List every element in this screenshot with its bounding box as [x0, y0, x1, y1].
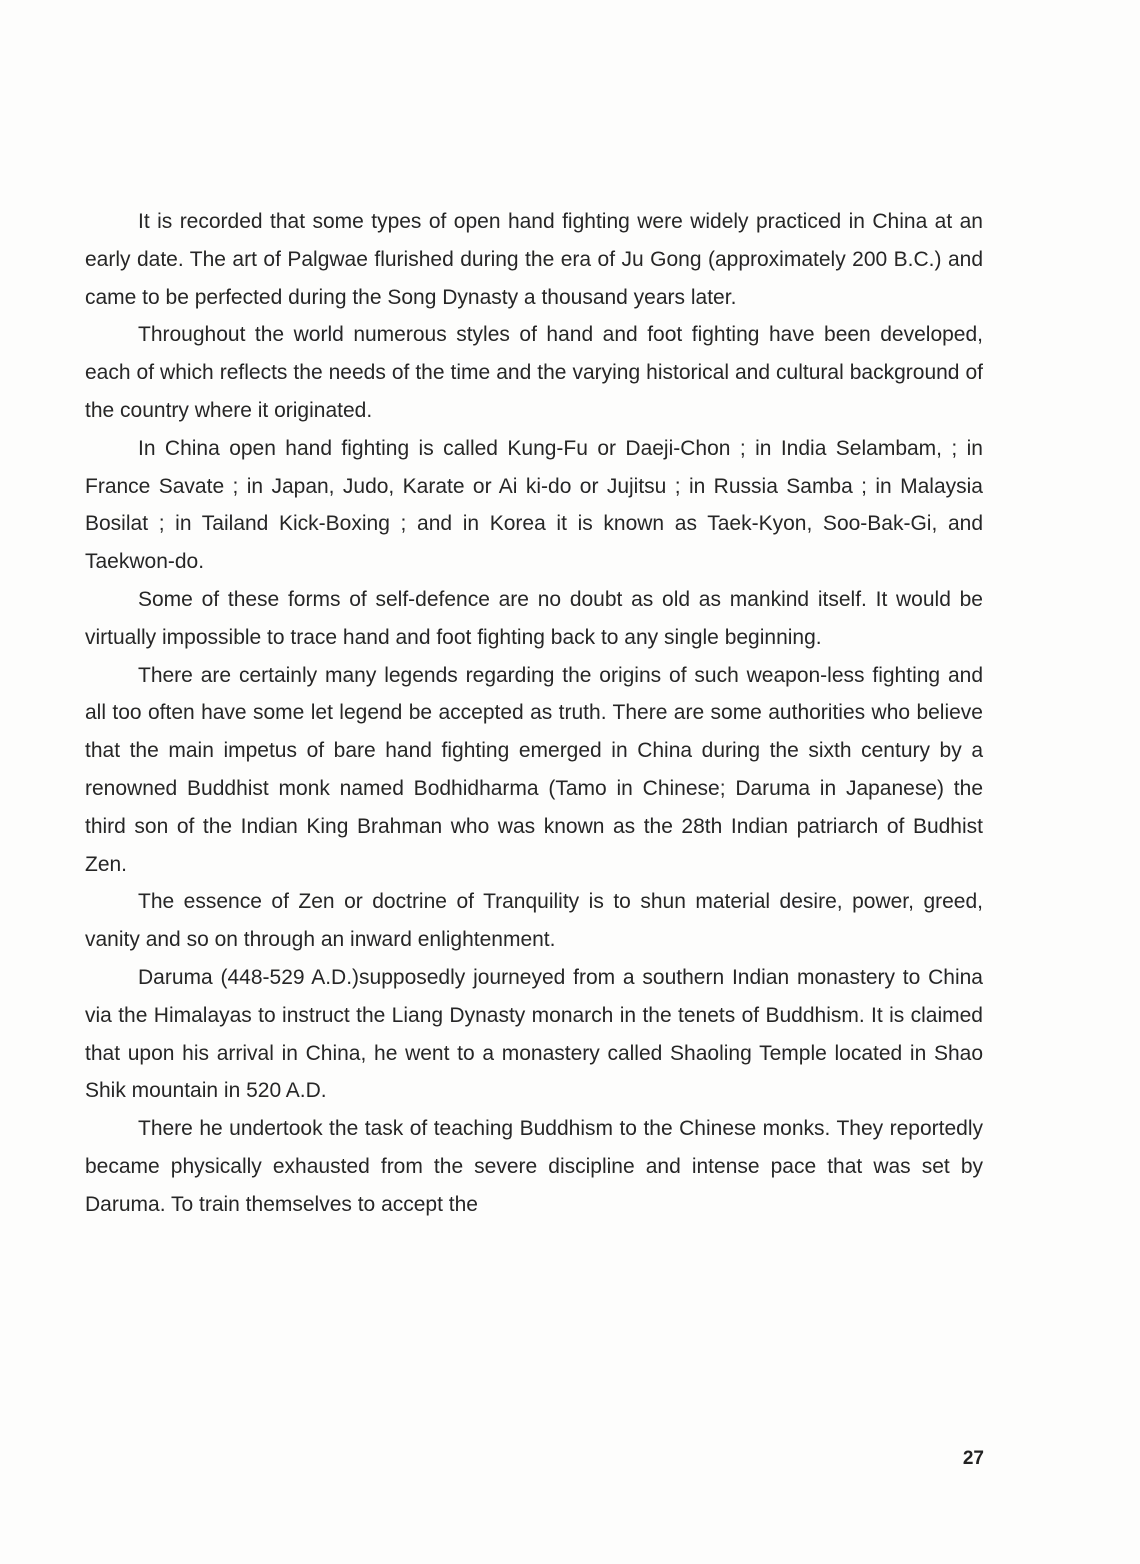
- page-number: 27: [962, 1448, 984, 1469]
- paragraph-open-hand-fighting-china: It is recorded that some types of open hand fighting were widely practiced in China at an early date. The art of Palgwae flurished during the era of Ju Gong (approximately 200 B.C.) and came to be perfected during the Song Dynasty a thousand years later.: [85, 210, 983, 309]
- body-text: [85, 203, 983, 1224]
- paragraph-old-as-mankind: Some of these forms of self-defence are no doubt as old as mankind itself. It would be virtually impossible to trace hand and foot fighting back to any single beginning.: [85, 587, 983, 649]
- paragraph-teaching-buddhism: There he undertook the task of teaching Buddhism to the Chinese monks. They reportedly became physically exhausted from the severe discipline and intense pace that was set by Daruma. To train themselves to accept the: [85, 1117, 983, 1216]
- paragraph-daruma-journey: Daruma (448-529 A.D.)supposedly journeyed from a southern Indian monastery to China via the Himalayas to instruct the Liang Dynasty monarch in the tenets of Buddhism. It is claimed that upon his arrival in China, he went to a monastery called Shaoling Temple located in Shao Shik mountain in 520 A.D.: [85, 965, 983, 1103]
- paragraph-essence-of-zen: The essence of Zen or doctrine of Tranquility is to shun material desire, power, greed, vanity and so on through an inward enlightenment.: [85, 890, 983, 952]
- paragraph-names-by-country: In China open hand fighting is called Kung-Fu or Daeji-Chon ; in India Selambam, ; in France Savate ; in Japan, Judo, Karate or Ai ki-do or Jujitsu ; in Russia Samba ; in Malaysia Bosilat ; in Tailand Kick-Boxing ; and in Korea it is known as Taek-Kyon, Soo-Bak-Gi, and Taekwon-do.: [85, 436, 983, 574]
- paragraph-world-styles: Throughout the world numerous styles of hand and foot fighting have been developed, each of which reflects the needs of the time and the varying historical and cultural background of the country where it originated.: [85, 323, 983, 422]
- paragraph-legends-origins: There are certainly many legends regarding the origins of such weapon-less fighting and all too often have some let legend be accepted as truth. There are some authorities who believe that the main impetus of bare hand fighting emerged in China during the sixth century by a renowned Buddhist monk named Bodhidharma (Tamo in Chinese; Daruma in Japanese) the third son of the Indian King Brahman who was known as the 28th Indian patriarch of Budhist Zen.: [85, 663, 983, 876]
